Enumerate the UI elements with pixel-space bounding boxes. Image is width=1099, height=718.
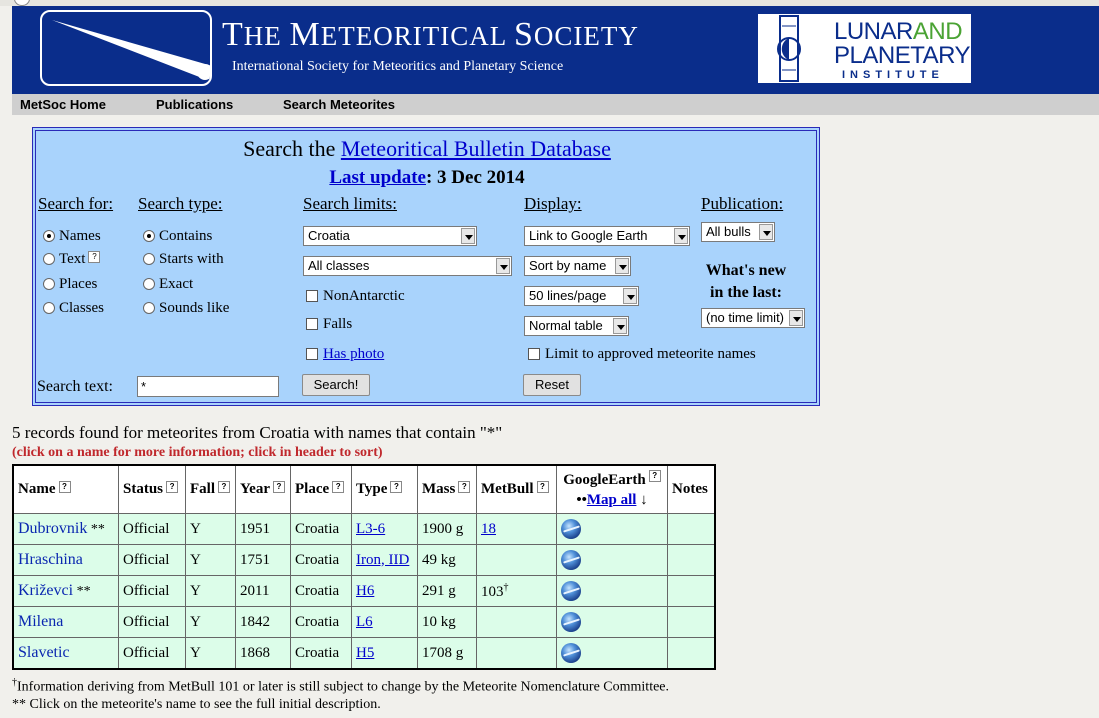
radio-icon[interactable] (43, 302, 55, 314)
arrow-down-icon: ↓ (640, 491, 648, 508)
nav-metsoc-home[interactable]: MetSoc Home (20, 97, 106, 112)
year-cell: 1751 (236, 545, 291, 576)
checkbox-icon[interactable] (306, 318, 318, 330)
metbull-link[interactable]: 18 (481, 520, 496, 537)
google-earth-icon[interactable] (561, 643, 581, 663)
map-link-select[interactable]: Link to Google Earth (524, 226, 690, 246)
metbull-cell (477, 607, 557, 638)
radio-contains[interactable]: Contains (143, 228, 212, 245)
sort-select[interactable]: Sort by name (524, 256, 631, 276)
type-cell (352, 545, 418, 576)
meteor-streak-icon (42, 12, 212, 86)
google-earth-icon[interactable] (561, 550, 581, 570)
col-status[interactable]: Status ? (119, 465, 186, 514)
col-name[interactable]: Name ? (13, 465, 119, 514)
has-photo-checkbox[interactable] (306, 346, 384, 363)
google-earth-icon[interactable] (561, 581, 581, 601)
search-button[interactable]: Search! (302, 374, 370, 396)
chevron-down-icon (613, 318, 627, 334)
year-cell: 2011 (236, 576, 291, 607)
checkbox-icon[interactable] (528, 348, 540, 360)
metbull-cell (477, 545, 557, 576)
lpi-logo-icon[interactable] (758, 14, 820, 83)
table-row (13, 514, 715, 545)
meteorite-name[interactable]: Hraschina (13, 545, 119, 576)
year-cell: 1868 (236, 638, 291, 670)
radio-names[interactable]: Names (43, 228, 101, 245)
checkbox-icon[interactable] (306, 348, 318, 360)
meteorite-name[interactable]: Slavetic (13, 638, 119, 670)
place-cell: Croatia (291, 514, 352, 545)
country-select[interactable]: Croatia (303, 226, 477, 246)
reset-button[interactable]: Reset (523, 374, 581, 396)
col-type[interactable]: Type ? (352, 465, 418, 514)
fall-cell: Y (186, 514, 236, 545)
fall-cell: Y (186, 607, 236, 638)
radio-icon[interactable] (143, 230, 155, 242)
status-cell: Official (119, 576, 186, 607)
status-cell: Official (119, 607, 186, 638)
map-all-link[interactable]: Map all (586, 491, 637, 508)
radio-exact[interactable]: Exact (143, 276, 193, 293)
table-row (13, 545, 715, 576)
googleearth-cell (557, 545, 668, 576)
search-panel (32, 127, 820, 406)
googleearth-cell (557, 576, 668, 607)
notes-cell (668, 607, 716, 638)
help-icon[interactable]: ? (390, 481, 402, 493)
status-cell: Official (119, 638, 186, 670)
approved-names-checkbox[interactable]: Limit to approved meteorite names (528, 346, 756, 363)
help-icon[interactable]: ? (649, 470, 661, 482)
time-limit-select[interactable]: (no time limit) (701, 308, 805, 328)
chevron-down-icon (623, 288, 637, 304)
place-cell: Croatia (291, 576, 352, 607)
type-link[interactable]: H6 (356, 582, 375, 599)
mass-cell: 10 kg (418, 607, 477, 638)
publication-select[interactable]: All bulls (701, 222, 775, 242)
search-for-label: Search for: (38, 194, 114, 213)
notes-cell (668, 545, 716, 576)
search-text-label: Search text: (37, 378, 113, 395)
last-update-link[interactable]: Last update (329, 167, 426, 188)
mass-cell: 1708 g (418, 638, 477, 670)
falls-checkbox[interactable]: Falls (306, 316, 352, 333)
notes-cell (668, 514, 716, 545)
metbull-cell: 103† (477, 576, 557, 607)
col-metbull[interactable]: MetBull ? (477, 465, 557, 514)
radio-starts-with[interactable]: Starts with (143, 251, 224, 268)
mass-cell: 49 kg (418, 545, 477, 576)
help-icon[interactable]: ? (88, 251, 100, 263)
status-cell: Official (119, 545, 186, 576)
col-year[interactable]: Year ? (236, 465, 291, 514)
search-type-label: Search type: (138, 194, 223, 213)
meteor-logo[interactable] (40, 10, 212, 86)
footnote-dagger: †Information deriving from MetBull 101 or later is still subject to change by the Meteorite Nomenclature Committee. (12, 677, 670, 695)
lines-per-page-select[interactable]: 50 lines/page (524, 286, 639, 306)
help-icon[interactable]: ? (218, 481, 230, 493)
panel-title: Search the Meteoritical Bulletin Database (243, 136, 611, 161)
mass-cell: 1900 g (418, 514, 477, 545)
status-cell: Official (119, 514, 186, 545)
radio-icon[interactable] (143, 278, 155, 290)
table-row (13, 638, 715, 670)
chevron-down-icon (496, 258, 510, 274)
mass-cell: 291 g (418, 576, 477, 607)
radio-places[interactable]: Places (43, 276, 97, 293)
type-cell (352, 638, 418, 670)
help-icon[interactable]: ? (59, 481, 71, 493)
place-cell: Croatia (291, 545, 352, 576)
col-fall[interactable]: Fall ? (186, 465, 236, 514)
nav-bar (12, 94, 1099, 115)
radio-text[interactable]: Text ? (43, 251, 100, 268)
year-cell: 1842 (236, 607, 291, 638)
table-row (13, 576, 715, 607)
type-cell (352, 607, 418, 638)
meteorite-name[interactable]: Križevci ** (13, 576, 119, 607)
type-link[interactable]: Iron, IID (356, 551, 410, 568)
radio-sounds-like[interactable]: Sounds like (143, 300, 229, 317)
notes-cell (668, 576, 716, 607)
radio-icon[interactable] (143, 253, 155, 265)
year-cell: 1951 (236, 514, 291, 545)
radio-icon[interactable] (43, 278, 55, 290)
nonantarctic-checkbox[interactable]: NonAntarctic (306, 288, 405, 305)
table-row (13, 607, 715, 638)
type-cell (352, 514, 418, 545)
help-icon[interactable]: ? (537, 481, 549, 493)
checkbox-icon[interactable] (306, 290, 318, 302)
type-link[interactable]: L6 (356, 613, 373, 630)
help-icon[interactable]: ? (332, 481, 344, 493)
results-hint: (click on a name for more information; click in header to sort) (12, 445, 383, 460)
last-update: Last update: 3 Dec 2014 (329, 167, 525, 188)
search-text-input[interactable]: * (137, 376, 279, 397)
nav-publications[interactable]: Publications (156, 97, 234, 112)
type-link[interactable]: L3-6 (356, 520, 386, 537)
col-notes: Notes (668, 465, 716, 514)
publication-label: Publication: (701, 194, 784, 213)
chevron-down-icon (615, 258, 629, 274)
help-icon[interactable]: ? (166, 481, 178, 493)
col-place[interactable]: Place ? (291, 465, 352, 514)
chevron-down-icon (759, 224, 773, 240)
googleearth-cell (557, 607, 668, 638)
bulletin-database-link[interactable]: Meteoritical Bulletin Database (340, 136, 611, 161)
lpi-logo-text[interactable]: LUNARAND PLANETARY INSTITUTE (820, 14, 971, 83)
meteorite-name[interactable]: Dubrovnik ** (13, 514, 119, 545)
google-earth-icon[interactable] (561, 519, 581, 539)
radio-classes[interactable]: Classes (43, 300, 104, 317)
table-header-row (13, 465, 715, 514)
radio-icon[interactable] (143, 302, 155, 314)
radio-icon[interactable] (43, 253, 55, 265)
display-label: Display: (524, 194, 582, 213)
whats-new-line2: in the last: (710, 284, 782, 301)
class-select[interactable]: All classes (303, 256, 512, 276)
fall-cell: Y (186, 638, 236, 670)
has-photo-link[interactable]: Has photo (323, 346, 385, 362)
fall-cell: Y (186, 576, 236, 607)
search-limits-label: Search limits: (303, 194, 397, 213)
fall-cell: Y (186, 545, 236, 576)
googleearth-cell (557, 638, 668, 670)
whats-new-line1: What's new (705, 262, 787, 279)
radio-icon[interactable] (43, 230, 55, 242)
type-cell (352, 576, 418, 607)
col-googleearth[interactable]: GoogleEarth ? ••Map all ↓ (557, 465, 668, 514)
metbull-cell (477, 638, 557, 670)
table-format-select[interactable]: Normal table (524, 316, 629, 336)
chevron-down-icon (789, 310, 803, 326)
society-subtitle: International Society for Meteoritics and Planetary Science (232, 59, 564, 74)
googleearth-cell (557, 514, 668, 545)
chevron-down-icon (461, 228, 475, 244)
footnote-stars: ** Click on the meteorite's name to see the full initial description. (12, 697, 381, 712)
notes-cell (668, 638, 716, 670)
meteorite-name[interactable]: Milena (13, 607, 119, 638)
results-table (12, 464, 716, 670)
help-icon[interactable]: ? (458, 481, 470, 493)
place-cell: Croatia (291, 607, 352, 638)
nav-search-meteorites[interactable]: Search Meteorites (283, 97, 395, 112)
society-title: THE METEORITICAL SOCIETY (222, 16, 639, 53)
col-mass[interactable]: Mass ? (418, 465, 477, 514)
header-banner (12, 6, 1099, 94)
google-earth-icon[interactable] (561, 612, 581, 632)
type-link[interactable]: H5 (356, 644, 375, 661)
place-cell: Croatia (291, 638, 352, 670)
chevron-down-icon (674, 228, 688, 244)
help-icon[interactable]: ? (273, 481, 285, 493)
results-summary: 5 records found for meteorites from Croatia with names that contain "*" (12, 423, 503, 442)
metbull-cell (477, 514, 557, 545)
